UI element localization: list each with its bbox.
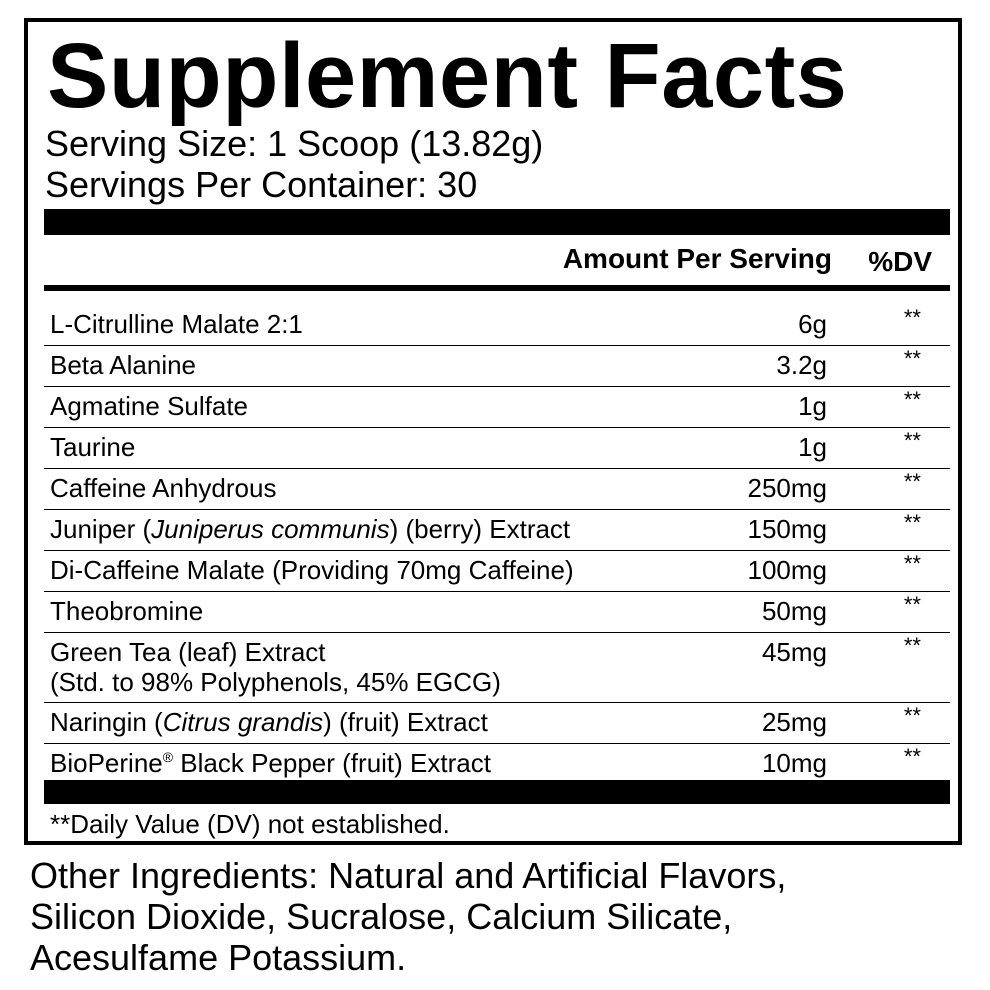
- ingredient-name: Green Tea (leaf) Extract (Std. to 98% Polyphenols, 45% EGCG): [50, 637, 501, 697]
- ingredient-row: [44, 387, 950, 428]
- ingredient-amount: 50mg: [761, 596, 827, 626]
- ingredient-row: [44, 428, 950, 469]
- ingredient-row: [44, 744, 950, 785]
- ingredient-dv: **: [903, 551, 921, 576]
- ingredient-dv: **: [903, 305, 921, 330]
- ingredient-name: BioPerine® Black Pepper (fruit) Extract: [50, 748, 491, 778]
- ingredient-amount: 150mg: [747, 514, 827, 544]
- dv-column-header: %DV: [868, 246, 932, 277]
- ingredient-name: Naringin (Citrus grandis) (fruit) Extract: [50, 707, 488, 737]
- other-ingredients: [30, 855, 970, 978]
- other-ingredients-line: Acesulfame Potassium.: [30, 937, 407, 978]
- ingredient-dv: **: [903, 633, 921, 658]
- ingredient-row: [44, 551, 950, 592]
- ingredient-row: [44, 305, 950, 346]
- ingredient-name: Beta Alanine: [50, 350, 197, 380]
- serving-size: Serving Size: 1 Scoop (13.82g): [45, 123, 544, 164]
- header-divider: [44, 285, 950, 291]
- thick-divider-bottom: [44, 780, 950, 804]
- ingredient-row: [44, 469, 950, 510]
- thick-divider-top: [44, 209, 950, 235]
- ingredient-name: Agmatine Sulfate: [50, 391, 249, 421]
- ingredient-amount: 3.2g: [776, 350, 827, 380]
- ingredient-name: Theobromine: [50, 596, 204, 626]
- dv-footnote: **Daily Value (DV) not established.: [50, 809, 450, 839]
- ingredient-amount: 6g: [798, 309, 827, 339]
- amount-column-header: Amount Per Serving: [562, 243, 832, 274]
- supplement-facts-panel: [24, 18, 962, 845]
- ingredient-dv: **: [903, 469, 921, 494]
- ingredient-amount: 10mg: [761, 748, 827, 778]
- ingredient-amount: 1g: [798, 391, 827, 421]
- ingredient-name: Taurine: [50, 432, 136, 462]
- ingredient-dv: **: [903, 703, 921, 728]
- other-ingredients-line: Silicon Dioxide, Sucralose, Calcium Silicate,: [30, 896, 733, 937]
- ingredient-dv: **: [903, 744, 921, 769]
- other-ingredients-line: Other Ingredients: Natural and Artificial Flavors,: [30, 855, 787, 896]
- ingredient-name: Caffeine Anhydrous: [50, 473, 277, 503]
- ingredient-dv: **: [903, 428, 921, 453]
- ingredient-row: [44, 592, 950, 633]
- ingredient-amount: 25mg: [761, 707, 827, 737]
- ingredient-amount: 250mg: [747, 473, 827, 503]
- panel-title: Supplement Facts: [47, 25, 848, 127]
- servings-per-container: Servings Per Container: 30: [45, 164, 478, 205]
- ingredient-row: [44, 703, 950, 744]
- ingredient-name: Juniper (Juniperus communis) (berry) Extract: [50, 514, 571, 544]
- ingredient-name: Di-Caffeine Malate (Providing 70mg Caffeine): [50, 555, 574, 585]
- ingredient-row: [44, 346, 950, 387]
- ingredient-table: [44, 305, 950, 785]
- ingredient-name: L-Citrulline Malate 2:1: [50, 309, 303, 339]
- ingredient-row: [44, 633, 950, 703]
- ingredient-row: [44, 510, 950, 551]
- ingredient-amount: 45mg: [761, 637, 827, 667]
- ingredient-dv: **: [903, 346, 921, 371]
- ingredient-dv: **: [903, 510, 921, 535]
- ingredient-amount: 1g: [798, 432, 827, 462]
- ingredient-dv: **: [903, 592, 921, 617]
- ingredient-dv: **: [903, 387, 921, 412]
- ingredient-amount: 100mg: [747, 555, 827, 585]
